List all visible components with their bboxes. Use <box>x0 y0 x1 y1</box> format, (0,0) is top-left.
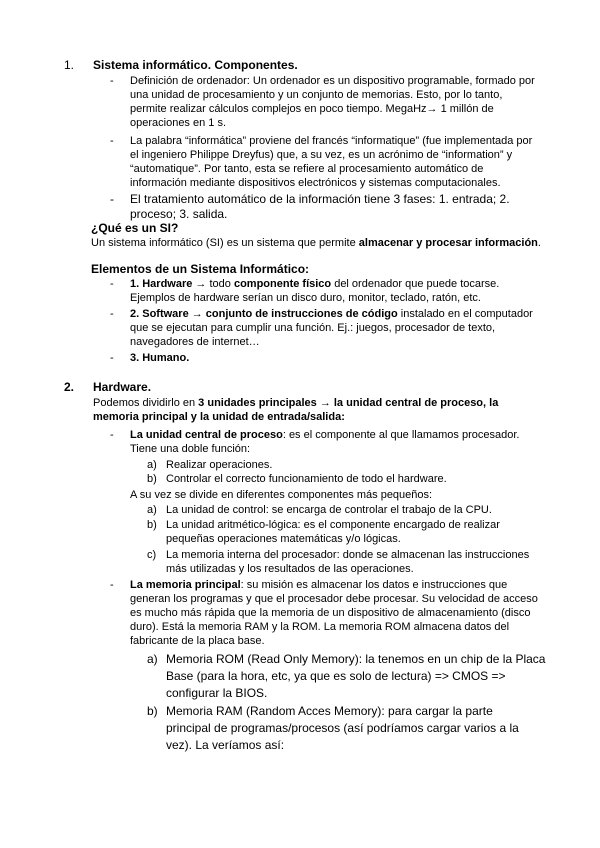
list-dash: - <box>110 352 114 364</box>
ram-line-3: vez). La veríamos así: <box>166 738 285 752</box>
list-dash: - <box>110 308 114 320</box>
e3-line-1: 3. Humano. <box>130 352 190 364</box>
cpu-line-1: La unidad central de proceso: es el componente al que llamamos procesador. <box>130 429 520 441</box>
b2-line-4: información mediante dispositivos electrónicos y sistemas computacionales. <box>130 177 501 189</box>
section-2-number: 2. <box>64 380 75 394</box>
b1-line-1: Definición de ordenador: Un ordenador es un dispositivo programable, formado por <box>130 75 535 87</box>
section-2-title: Hardware. <box>93 380 152 394</box>
list-dash: - <box>110 135 114 147</box>
section-1-title: Sistema informático. Componentes. <box>93 58 298 72</box>
rom-line-3: configurar la BIOS. <box>166 686 268 700</box>
cpu-part-c-line-1: La memoria interna del procesador: donde se almacenan las instrucciones <box>166 549 530 561</box>
b2-line-2: el ingeniero Philippe Dreyfus) que, a su vez, es un acrónimo de “information” y <box>130 149 513 161</box>
list-dash: - <box>110 278 114 290</box>
cpu-part-c-line-2: más utilizadas y los resultados de las operaciones. <box>166 563 414 575</box>
cpu-line-2: Tiene una doble función: <box>130 443 251 455</box>
memory-line-2: generan los programas y que el procesador debe procesar. Su velocidad de acceso <box>130 593 538 605</box>
hardware-intro-line-2: memoria principal y la unidad de entrada/salida: <box>93 411 345 423</box>
cpu-function-b: Controlar el correcto funcionamiento de todo el hardware. <box>166 473 447 485</box>
cpu-function-b-marker: b) <box>147 473 157 485</box>
list-dash: - <box>110 579 114 591</box>
cpu-part-b-line-2: pequeñas operaciones matemáticas y/o lógicas. <box>166 533 401 545</box>
memory-line-5: fabricante de la placa base. <box>130 635 265 647</box>
b3-line-2: proceso; 3. salida. <box>130 207 228 221</box>
memory-line-4: duro). Está la memoria RAM y la ROM. La memoria ROM almacena datos del <box>130 621 510 633</box>
b2-line-1: La palabra “informática” proviene del francés “informatique” (fue implementada por <box>130 135 533 147</box>
memory-line-3: es mucho más rápida que la memoria de un dispositivo de almacenamiento (disco <box>130 607 531 619</box>
si-question-heading: ¿Qué es un SI? <box>91 221 179 235</box>
cpu-part-b-line-1: La unidad aritmético-lógica: es el componente encargado de realizar <box>166 519 500 531</box>
b2-line-3: “automatique”. Por tanto, esta se refiere al procesamiento automático de <box>130 163 484 175</box>
ram-line-1: Memoria RAM (Random Acces Memory): para cargar la parte <box>166 704 493 718</box>
e1-line-1: 1. Hardware → todo componente físico del ordenador que puede tocarse. <box>130 278 500 290</box>
cpu-function-a: Realizar operaciones. <box>166 459 273 471</box>
b1-line-4: operaciones en 1 s. <box>130 117 227 129</box>
cpu-function-a-marker: a) <box>147 459 157 471</box>
e1-line-2: Ejemplos de hardware serían un disco duro, monitor, teclado, ratón, etc. <box>130 292 481 304</box>
rom-line-1: Memoria ROM (Read Only Memory): la tenemos en un chip de la Placa <box>166 652 546 666</box>
b1-line-2: una unidad de procesamiento y un conjunto de memorias. Esto, por lo tanto, <box>130 89 503 101</box>
cpu-part-a: La unidad de control: se encarga de controlar el trabajo de la CPU. <box>166 504 492 516</box>
list-dash: - <box>110 429 114 441</box>
e2-line-2: que se ejecutan para cumplir una función. Ej.: juegos, procesador de texto, <box>130 322 496 334</box>
section-1-number: 1. <box>64 58 75 72</box>
cpu-subdivision: A su vez se divide en diferentes componentes más pequeños: <box>130 489 433 501</box>
ram-line-2: principal de programas/procesos (así podríamos cargar varios a la <box>166 721 519 735</box>
e2-line-3: navegadores de internet… <box>130 336 260 348</box>
b1-line-3: permite realizar cálculos complejos en poco tiempo. MegaHz→ 1 millón de <box>130 103 494 115</box>
list-dash: - <box>110 75 114 87</box>
cpu-part-b-marker: b) <box>147 519 157 531</box>
ram-marker: b) <box>147 704 158 718</box>
list-dash: - <box>110 192 114 206</box>
rom-marker: a) <box>147 652 158 666</box>
si-definition: Un sistema informático (SI) es un sistema que permite almacenar y procesar información. <box>91 237 541 249</box>
rom-line-2: Base (para la hora, etc, ya que es solo de lectura) => CMOS => <box>166 669 506 683</box>
cpu-part-a-marker: a) <box>147 504 157 516</box>
elements-heading: Elementos de un Sistema Informático: <box>91 262 310 276</box>
hardware-intro-line-1: Podemos dividirlo en 3 unidades principales → la unidad central de proceso, la <box>93 397 499 409</box>
cpu-part-c-marker: c) <box>147 549 157 561</box>
b3-line-1: El tratamiento automático de la información tiene 3 fases: 1. entrada; 2. <box>130 192 510 206</box>
e2-line-1: 2. Software → conjunto de instrucciones de código instalado en el computador <box>130 308 533 320</box>
memory-line-1: La memoria principal: su misión es almacenar los datos e instrucciones que <box>130 579 508 591</box>
